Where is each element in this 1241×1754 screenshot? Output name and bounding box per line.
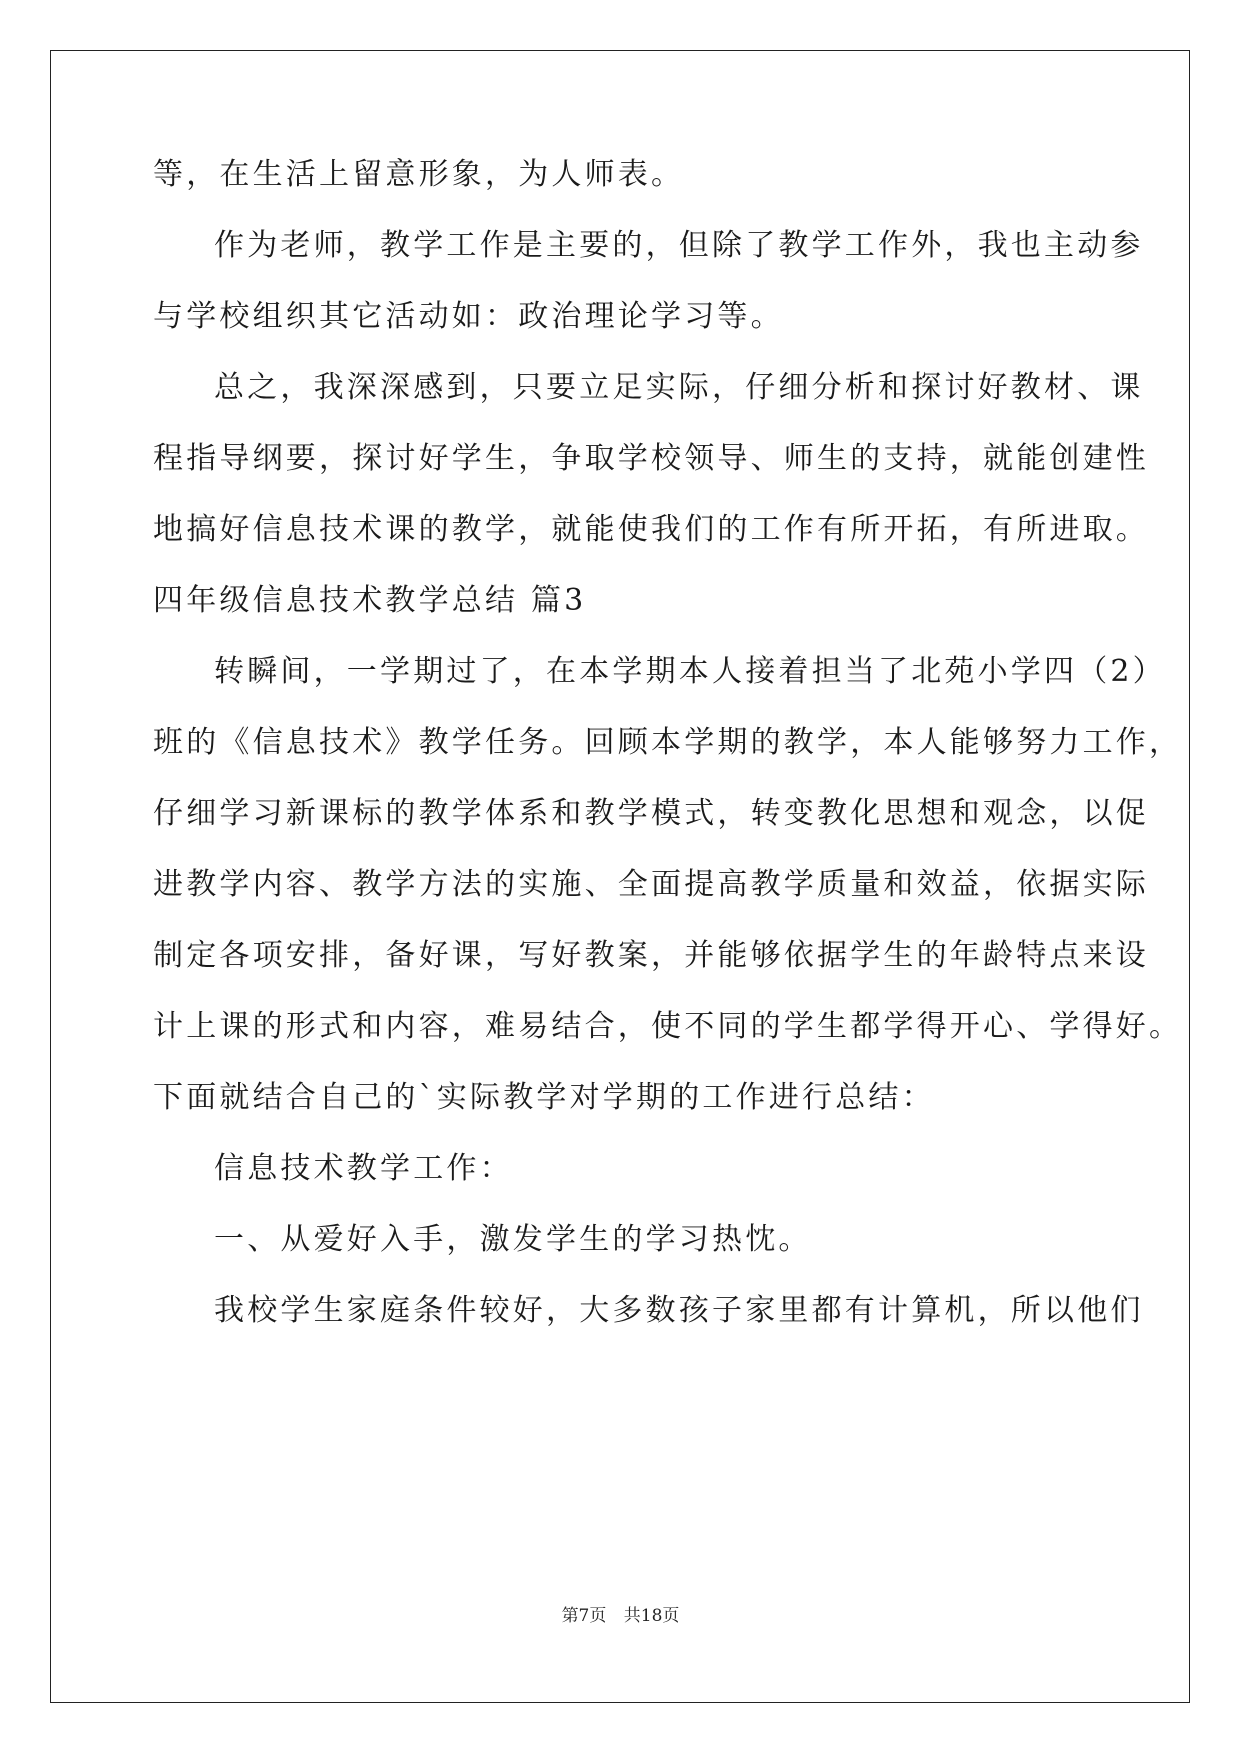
text-line: 转瞬间，一学期过了，在本学期本人接着担当了北苑小学四（2） (214, 654, 1166, 689)
text-line: 进教学内容、教学方法的实施、全面提高教学质量和效益，依据实际 (153, 867, 1149, 902)
text-line: 一、从爱好入手，激发学生的学习热忱。 (214, 1222, 812, 1257)
page-total: 共18页 (623, 1606, 680, 1626)
text-line: 程指导纲要，探讨好学生，争取学校领导、师生的支持，就能创建性 (153, 441, 1149, 476)
page-footer (0, 1604, 1241, 1628)
text-line: 班的《信息技术》教学任务。回顾本学期的教学，本人能够努力工作， (153, 725, 1183, 760)
text-line: 地搞好信息技术课的教学，就能使我们的工作有所开拓，有所进取。 (153, 512, 1149, 547)
text-line: 与学校组织其它活动如：政治理论学习等。 (153, 299, 784, 334)
text-line: 总之，我深深感到，只要立足实际，仔细分析和探讨好教材、课 (214, 370, 1144, 405)
text-line: 信息技术教学工作： (214, 1151, 513, 1186)
text-line: 计上课的形式和内容，难易结合，使不同的学生都学得开心、学得好。 (153, 1009, 1183, 1044)
text-line: 仔细学习新课标的教学体系和教学模式，转变教化思想和观念，以促 (153, 796, 1149, 831)
text-line: 制定各项安排，备好课，写好教案，并能够依据学生的年龄特点来设 (153, 938, 1149, 973)
section-heading: 四年级信息技术教学总结 篇3 (153, 583, 587, 618)
text-line: 作为老师，教学工作是主要的，但除了教学工作外，我也主动参 (214, 228, 1144, 263)
text-line: 等，在生活上留意形象，为人师表。 (153, 157, 685, 192)
page-number: 第7页 (561, 1606, 607, 1626)
text-line: 我校学生家庭条件较好，大多数孩子家里都有计算机，所以他们 (214, 1293, 1144, 1328)
text-line: 下面就结合自己的`实际教学对学期的工作进行总结： (153, 1080, 935, 1115)
